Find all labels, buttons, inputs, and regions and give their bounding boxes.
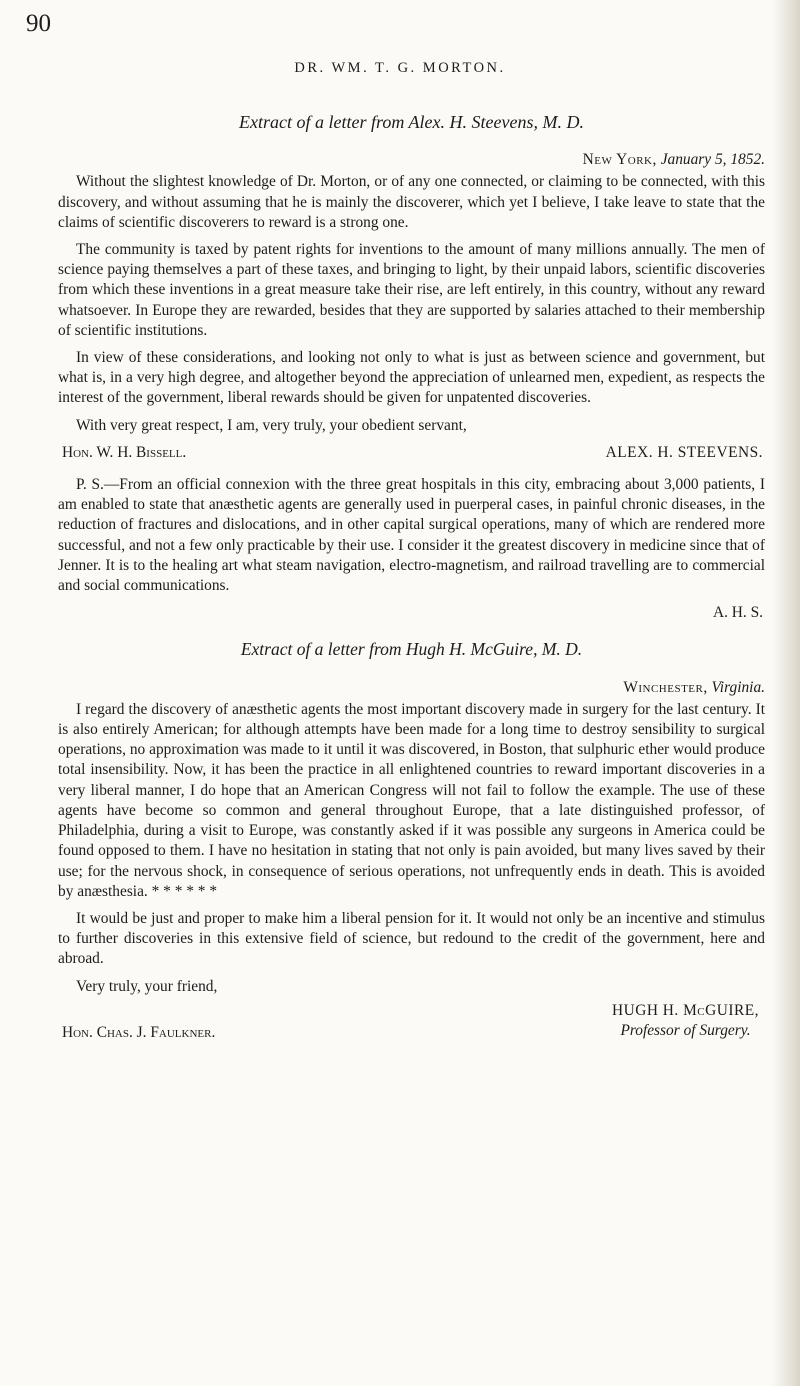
- page-number: 90: [26, 10, 51, 37]
- letter2-signer-title: Professor of Surgery.: [620, 1021, 751, 1039]
- letter2-paragraph: I regard the discovery of anæsthetic agents the most important discovery made in surgery for the last century. It is also entirely American; for although attempts have been made for a long time to destroy sensibility to surgical operations, no approximation was made to it until it was discovered, in Boston, that sulphuric ether would produce total insensibility. Now, it has been the practice in all enlightened countries to reward important discoveries in a very liberal manner, I do hope that an American Congress will not fail to follow the example. The use of these agents have become so common and general throughout Europe, that a late distinguished professor, of Philadelphia, during a visit to Europe, was constantly asked if it was possible any surgeons in America could be found opposed to them. I have no hesitation in stating that not only is pain avoided, but many lives saved by their use; for the nervous shock, in consequence of serious operations, not unfrequently ends in death. This is avoided by anæsthesia. * * * * * *: [58, 700, 765, 900]
- letter1-title: Extract of a letter from Alex. H. Steevens, M. D.: [239, 112, 584, 132]
- letter2-closing: Very truly, your friend,: [76, 977, 218, 995]
- running-head: DR. WM. T. G. MORTON.: [294, 60, 506, 76]
- letter1-postscript: P. S.—From an official connexion with the three great hospitals in this city, embracing about 3,000 patients, I am enabled to state that anæsthetic agents are generally used in puerperal cases, in painful chronic diseases, in the reduction of fractures and dislocations, and in other capital surgical operations, many of which are rendered more successful, and not a few only practicable by their use. I consider it the greatest discovery in medicine since that of Jenner. It is to the healing art what steam navigation, electro-magnetism, and railroad travelling are to commercial and social communications.: [58, 476, 765, 595]
- letter2-addressee: Hon. Chas. J. Faulkner.: [62, 1023, 216, 1041]
- letters-column: [58, 112, 765, 1043]
- letter2-title: Extract of a letter from Hugh H. McGuire, M. D.: [240, 639, 583, 660]
- letter1-place: New York,: [582, 151, 657, 169]
- letter1-paragraph: In view of these considerations, and looking not only to what is just as between science and government, but what is, in a very high degree, and altogether beyond the appreciation of unlearned men, expedient, as respects the interest of the government, liberal rewards should be given for unpatented discoveries.: [58, 349, 765, 407]
- letter1-dateline: [58, 150, 765, 170]
- letter2-paragraph: It would be just and proper to make him a liberal pension for it. It would not only be an incentive and stimulus to further discoveries in this extensive field of science, but redound to the credit of the government, here and abroad.: [58, 909, 765, 968]
- letter2-signer: HUGH H. McGUIRE,: [611, 1001, 759, 1019]
- letter2-signature-block: [58, 1001, 765, 1043]
- letter2-place: Winchester,: [623, 678, 708, 696]
- letter2-date: Virginia.: [711, 678, 765, 696]
- letter2-signer-block: [612, 1001, 765, 1041]
- letter1-date: January 5, 1852.: [660, 151, 765, 169]
- letter1-paragraph: Without the slightest knowledge of Dr. Morton, or of any one connected, or claiming to be connected, with this discovery, and without assuming that he is mainly the discoverer, which yet I believe, I take leave to state that the claims of scientific discoverers to reward is a strong one.: [58, 173, 765, 231]
- letter1-valediction: With very great respect, I am, very truly, your obedient servant,: [76, 416, 467, 434]
- page-edge-shadow: [772, 0, 800, 1386]
- letter1-addressee: Hon. W. H. Bissell.: [62, 443, 187, 461]
- letter2-dateline: [58, 678, 765, 698]
- letter1-signature-line: [58, 443, 765, 463]
- letter1-signer: ALEX. H. STEEVENS.: [605, 443, 763, 461]
- letter1-initials: A. H. S.: [712, 604, 763, 622]
- letter1-paragraph: The community is taxed by patent rights for inventions to the amount of many millions annually. The men of science paying themselves a part of these taxes, and bringing to light, by their unpaid labors, scientific discoveries from which these inventions in a great measure take their rise, are left entirely, in this country, without any reward whatsoever. In Europe they are rewarded, besides that they are supported by salaries attached to their membership of scientific institutions.: [58, 241, 765, 339]
